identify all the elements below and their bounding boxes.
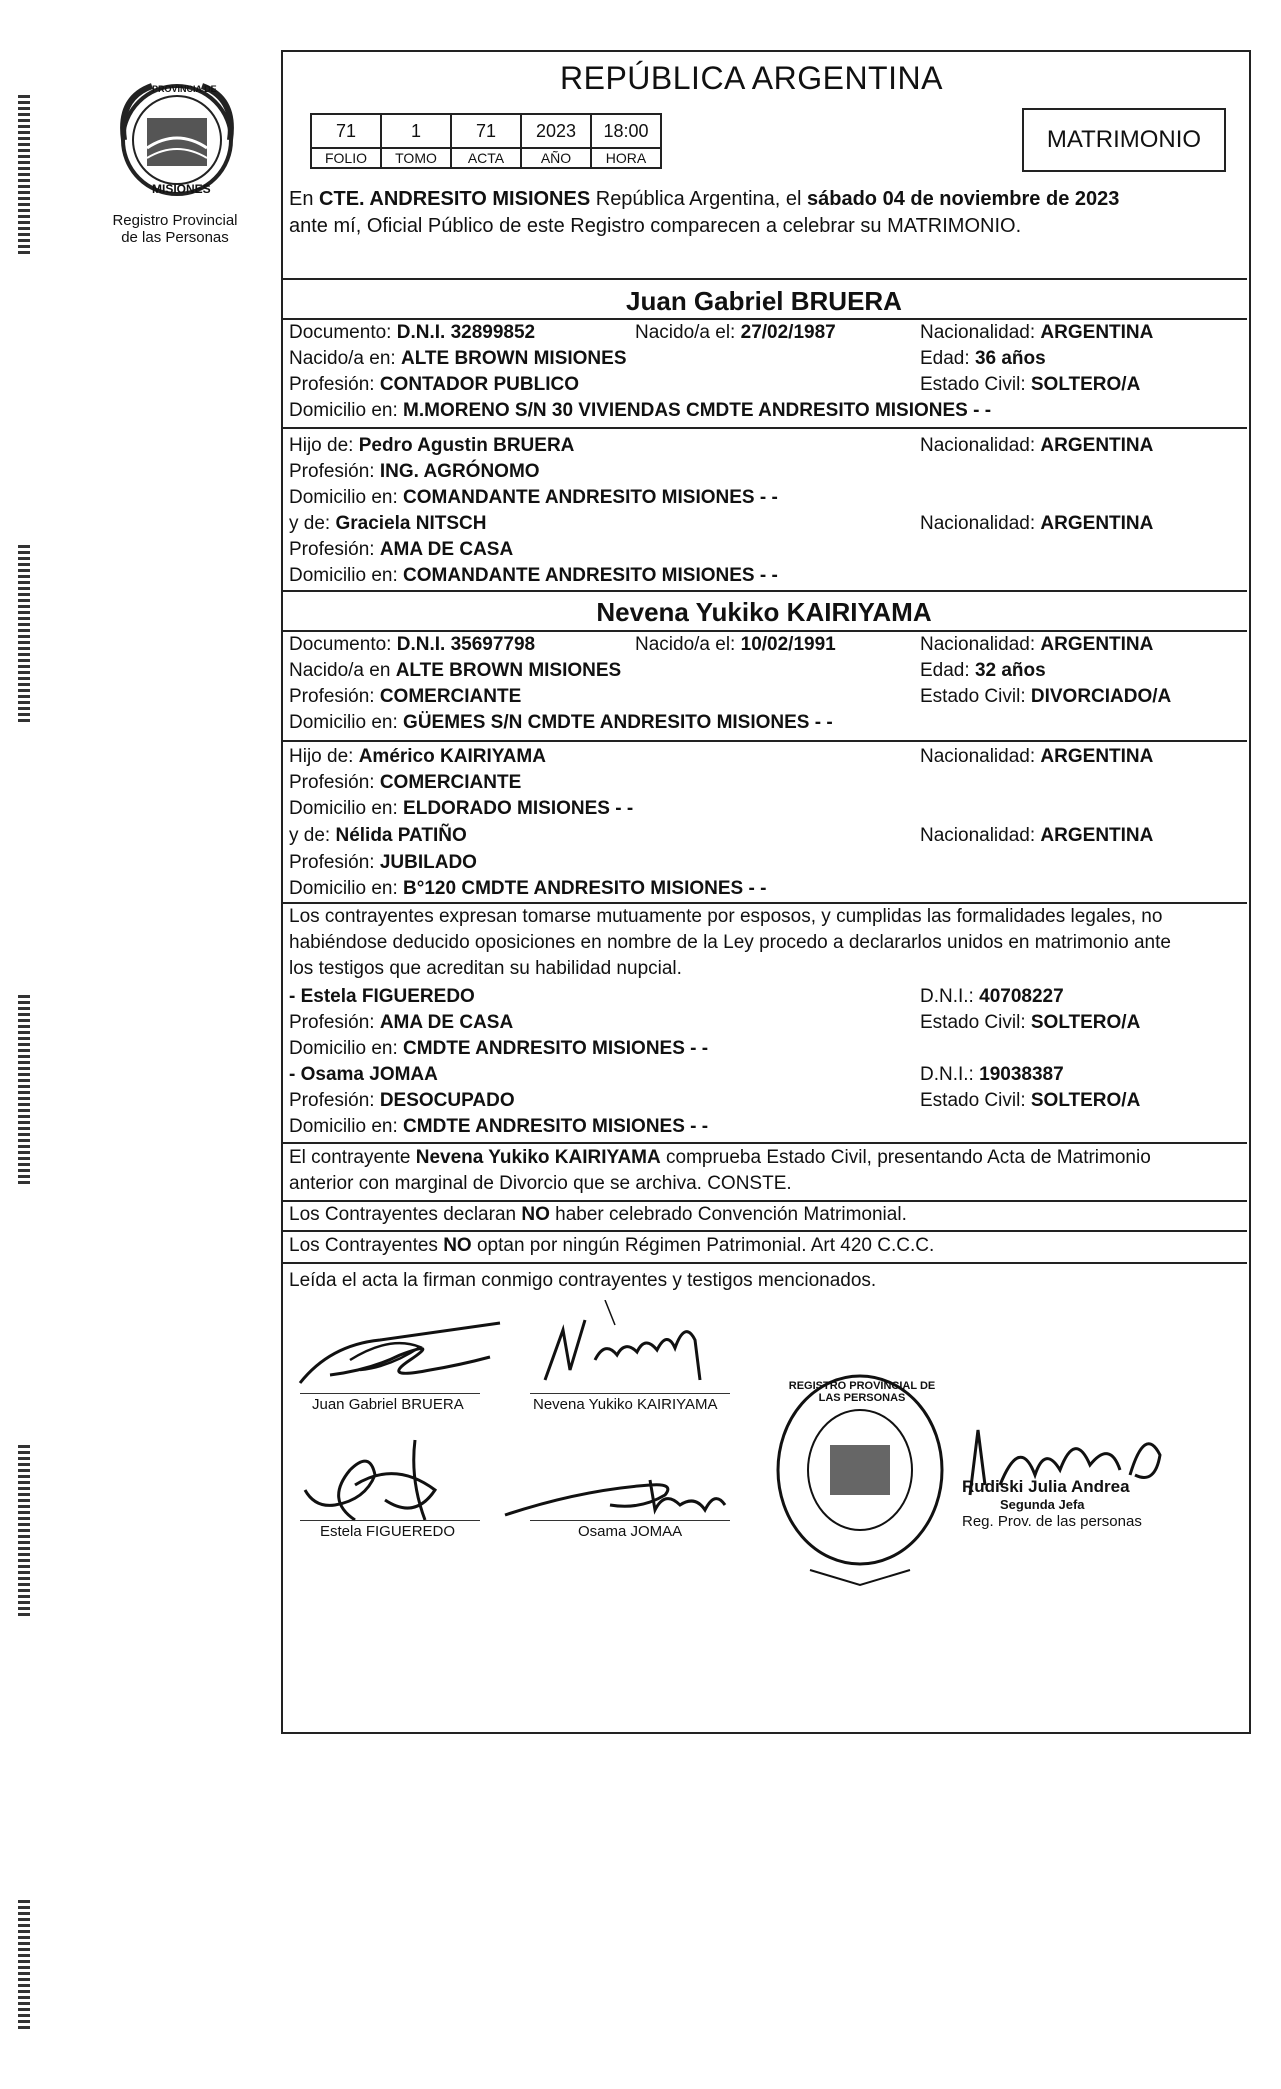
intro-text-2: República Argentina, el [590,188,807,210]
divider [281,318,1247,320]
groom-father-profession [289,461,540,483]
field-value: B°120 CMDTE ANDRESITO MISIONES - - [403,878,767,899]
bride-father-profession [289,772,521,794]
field-value: ARGENTINA [1040,435,1154,456]
bride-name: Nevena Yukiko KAIRIYAMA [596,597,932,627]
field-label: Nacido/a en [289,660,396,681]
convention-text: Los Contrayentes [289,1235,444,1256]
witness-2-civil-status [920,1090,1140,1112]
field-label: Nacionalidad: [920,322,1041,343]
field-label: Estado Civil: [920,686,1031,707]
signature-witness-2 [500,1450,740,1525]
field-label: Domicilio en: [289,712,404,733]
folio-label: FOLIO [311,148,381,168]
registry-line-1: Registro Provincial [112,212,238,229]
field-value: ARGENTINA [1040,825,1154,846]
divider [281,740,1247,742]
signature-line [300,1520,480,1521]
bride-mother [289,825,467,847]
field-label: Profesión: [289,772,380,793]
field-value: ELDORADO MISIONES - - [403,798,634,819]
field-value: ING. AGRÓNOMO [379,461,540,482]
bride-nationality [920,634,1153,656]
bride-profession [289,686,521,708]
field-value: ARGENTINA [1040,322,1154,343]
groom-name: Juan Gabriel BRUERA [626,286,902,316]
field-value: D.N.I. 32899852 [396,322,536,343]
convention-text: Los Contrayentes declaran [289,1204,522,1225]
bride-father-address [289,798,633,820]
field-label: y de: [289,825,336,846]
field-value: AMA DE CASA [379,539,514,560]
margin-marks-3 [18,995,32,1187]
hour-value: 18:00 [591,114,661,148]
tomo-label: TOMO [381,148,451,168]
field-value: COMANDANTE ANDRESITO MISIONES - - [403,487,778,508]
field-value: 10/02/1991 [740,634,836,655]
field-value: SOLTERO/A [1030,374,1141,395]
acta-label: ACTA [451,148,521,168]
official-name: Rudiski Julia Andrea [962,1477,1130,1496]
divider [281,278,1247,280]
field-value: DIVORCIADO/A [1030,686,1172,707]
field-label: D.N.I.: [920,986,980,1007]
official-org: Reg. Prov. de las personas [962,1513,1142,1530]
year-value: 2023 [521,114,591,148]
witness-1-address [289,1038,708,1060]
seal-bottom-text: MISIONES [152,182,211,196]
field-label: Nacido/a el: [635,634,741,655]
field-label: Profesión: [289,461,380,482]
margin-marks-5 [18,1900,32,2032]
witness-1-profession [289,1012,513,1034]
field-label: Profesión: [289,686,380,707]
field-value: 27/02/1987 [740,322,836,343]
signature-witness-1-name: Estela FIGUEREDO [320,1523,456,1540]
signature-line [300,1393,480,1394]
tomo-value: 1 [381,114,451,148]
groom-mother [289,513,486,535]
intro-text: En [289,188,320,210]
margin-marks-2 [18,545,32,725]
field-value: ARGENTINA [1040,634,1154,655]
field-label: Domicilio en: [289,1038,404,1059]
declaration-line-1: Los contrayentes expresan tomarse mutuamente por esposos, y cumplidas las formalidades legales, no [289,906,1163,927]
field-label: Edad: [920,660,975,681]
field-value: Américo KAIRIYAMA [358,746,546,767]
bride-address [289,712,833,734]
closing-text-real: Leída el acta la firman conmigo contrayentes y testigos mencionados. [289,1270,877,1291]
field-label: Profesión: [289,539,380,560]
field-label: Domicilio en: [289,798,404,819]
field-label: Nacido/a el: [635,322,741,343]
field-value: CMDTE ANDRESITO MISIONES - - [403,1116,709,1137]
field-label: Domicilio en: [289,565,404,586]
convention-text-2: haber celebrado Convención Matrimonial. [549,1204,907,1225]
bride-document [289,634,535,656]
field-label: Domicilio en: [289,1116,404,1137]
divider [281,1142,1247,1144]
bride-father [289,746,546,768]
groom-mother-address [289,565,778,587]
field-label: Edad: [920,348,975,369]
field-label: Profesión: [289,374,380,395]
note-text-2: comprueba Estado Civil, presentando Acta de Matrimonio [660,1147,1151,1168]
groom-father [289,435,574,457]
province-seal-logo [112,78,242,208]
field-value: 36 años [974,348,1046,369]
signature-groom [290,1315,510,1395]
field-label: Nacionalidad: [920,825,1041,846]
divider [281,1262,1247,1264]
signature-line [530,1393,730,1394]
convention-line-2 [289,1235,934,1257]
note-line-1 [289,1147,1151,1169]
field-label: y de: [289,513,336,534]
field-value: Nélida PATIÑO [335,825,467,846]
convention-no: NO [443,1235,472,1256]
signature-witness-1 [295,1430,495,1530]
witness-1-civil-status [920,1012,1140,1034]
field-value: CONTADOR PUBLICO [379,374,579,395]
field-value: SOLTERO/A [1030,1090,1141,1111]
field-value: ARGENTINA [1040,746,1154,767]
intro-line-2: ante mí, Oficial Público de este Registro comparecen a celebrar su MATRIMONIO. [289,215,1022,237]
field-label: Nacionalidad: [920,513,1041,534]
divider [281,590,1247,592]
field-label: D.N.I.: [920,1064,980,1085]
groom-father-nationality [920,435,1153,457]
margin-marks-4 [18,1445,32,1619]
field-label: Documento: [289,634,397,655]
signature-line [530,1520,730,1521]
field-value: 40708227 [979,986,1064,1007]
groom-birthplace [289,348,627,370]
field-value: 32 años [974,660,1046,681]
field-value: Pedro Agustin BRUERA [358,435,575,456]
field-value: Graciela NITSCH [335,513,487,534]
note-text: El contrayente [289,1147,416,1168]
field-value: 19038387 [979,1064,1064,1085]
field-value: COMERCIANTE [379,686,522,707]
witness-1-name: - Estela FIGUEREDO [289,986,475,1007]
field-value: CMDTE ANDRESITO MISIONES - - [403,1038,709,1059]
signature-bride-name: Nevena Yukiko KAIRIYAMA [533,1396,718,1413]
reference-table [310,113,662,169]
intro-date: sábado 04 de noviembre de 2023 [807,188,1120,210]
country-title: REPÚBLICA ARGENTINA [560,60,943,96]
bride-birthplace [289,660,621,682]
year-label: AÑO [521,148,591,168]
witness-2-name: - Osama JOMAA [289,1064,438,1085]
field-value: ALTE BROWN MISIONES [395,660,622,681]
bride-mother-nationality [920,825,1153,847]
field-value: ALTE BROWN MISIONES [400,348,627,369]
convention-text-2: optan por ningún Régimen Patrimonial. Art 420 C.C.C. [471,1235,935,1256]
signature-bride [525,1300,725,1395]
convention-line-1 [289,1204,907,1226]
field-value: DESOCUPADO [379,1090,515,1111]
act-type-label: MATRIMONIO [1046,126,1202,153]
intro-line-1 [289,188,1119,210]
stamp-text: REGISTRO PROVINCIAL DE LAS PERSONAS [788,1380,936,1404]
divider [281,902,1247,904]
field-label: Domicilio en: [289,487,404,508]
groom-mother-profession [289,539,513,561]
field-label: Documento: [289,322,397,343]
divider [281,1200,1247,1202]
field-label: Domicilio en: [289,400,404,421]
field-label: Nacido/a en: [289,348,401,369]
witness-1-dni [920,986,1064,1008]
registry-line-2: de las Personas [121,229,229,246]
bride-age [920,660,1046,682]
witness-2-dni [920,1064,1064,1086]
groom-age [920,348,1046,370]
field-label: Hijo de: [289,435,359,456]
groom-mother-nationality [920,513,1153,535]
official-role: Segunda Jefa [1000,1497,1085,1512]
field-label: Nacionalidad: [920,634,1041,655]
hour-label: HORA [591,148,661,168]
bride-civil-status [920,686,1171,708]
field-value: M.MORENO S/N 30 VIVIENDAS CMDTE ANDRESITO MISIONES - - [403,400,992,421]
field-value: ARGENTINA [1040,513,1154,534]
field-value: JUBILADO [379,852,477,873]
margin-marks-1 [18,95,32,257]
field-label: Profesión: [289,1090,380,1111]
bride-mother-profession [289,852,477,874]
signature-witness-2-name: Osama JOMAA [578,1523,683,1540]
note-line-2: anterior con marginal de Divorcio que se archiva. CONSTE. [289,1173,792,1194]
field-label: Estado Civil: [920,1012,1031,1033]
field-value: AMA DE CASA [379,1012,514,1033]
bride-father-nationality [920,746,1153,768]
field-label: Hijo de: [289,746,359,767]
groom-nationality [920,322,1153,344]
registry-name [95,212,255,246]
field-label: Nacionalidad: [920,435,1041,456]
divider [281,1230,1247,1232]
field-value: COMERCIANTE [379,772,522,793]
field-value: COMANDANTE ANDRESITO MISIONES - - [403,565,778,586]
field-label: Profesión: [289,852,380,873]
groom-birthdate [635,322,836,344]
field-label: Domicilio en: [289,878,404,899]
witness-2-profession [289,1090,515,1112]
groom-father-address [289,487,778,509]
bride-mother-address [289,878,766,900]
signature-groom-name: Juan Gabriel BRUERA [312,1396,464,1413]
seal-top-text: PROVINCIA DE [152,84,217,94]
divider [281,630,1247,632]
declaration-line-2: habiéndose deducido oposiciones en nombre de la Ley procedo a declararlos unidos en matrimonio ante [289,932,1171,953]
groom-profession [289,374,579,396]
folio-value: 71 [311,114,381,148]
acta-value: 71 [451,114,521,148]
groom-document [289,322,535,344]
groom-address [289,400,991,422]
witness-2-address [289,1116,708,1138]
act-type-box [1022,108,1226,172]
field-value: SOLTERO/A [1030,1012,1141,1033]
field-label: Profesión: [289,1012,380,1033]
field-value: D.N.I. 35697798 [396,634,536,655]
note-name: Nevena Yukiko KAIRIYAMA [415,1147,661,1168]
convention-no: NO [521,1204,550,1225]
divider [281,427,1247,429]
declaration-line-3: los testigos que acreditan su habilidad nupcial. [289,958,682,979]
field-label: Estado Civil: [920,374,1031,395]
field-label: Nacionalidad: [920,746,1041,767]
field-value: GÜEMES S/N CMDTE ANDRESITO MISIONES - - [403,712,833,733]
field-label: Estado Civil: [920,1090,1031,1111]
intro-place: CTE. ANDRESITO MISIONES [319,188,591,210]
groom-civil-status [920,374,1140,396]
bride-birthdate [635,634,836,656]
